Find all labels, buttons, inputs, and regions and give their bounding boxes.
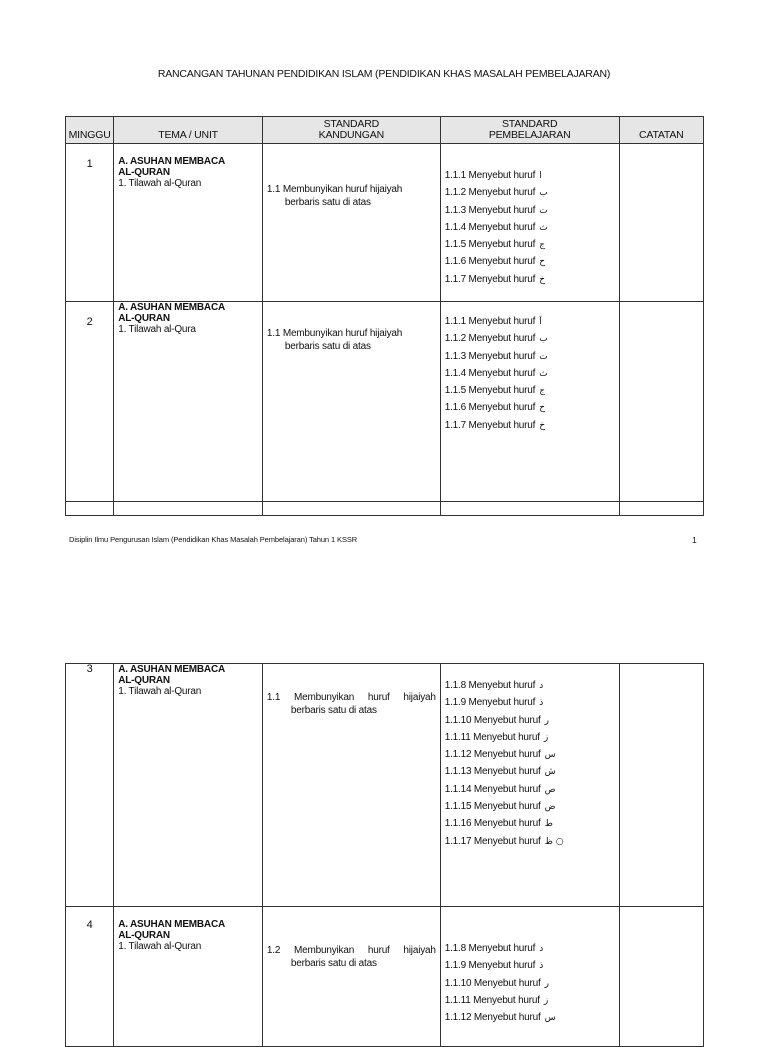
list-item: 1.1.8 Menyebut huruf د bbox=[444, 680, 544, 691]
standard-pembelajaran-cell bbox=[440, 664, 619, 907]
standard-kandungan-cell bbox=[262, 144, 440, 302]
tema-subtitle: 1. Tilawah al-Quran bbox=[118, 686, 202, 697]
list-item: 1.1.1 Menyebut huruf ا bbox=[444, 170, 542, 181]
standard-kandungan-line-1 bbox=[267, 691, 436, 704]
tema-title: A. ASUHAN MEMBACA bbox=[118, 302, 225, 313]
standard-text: Membunyikan huruf hijaiyah bbox=[282, 328, 403, 339]
list-item: 1.1.5 Menyebut huruf ج bbox=[444, 385, 546, 397]
standard-kandungan-line-2: berbaris satu di atas bbox=[284, 197, 371, 208]
standard-word-2: huruf bbox=[367, 945, 390, 956]
list-item: 1.1.9 Menyebut huruf ذ bbox=[444, 960, 544, 972]
tema-cell bbox=[114, 907, 263, 1047]
header-standard-kandungan bbox=[262, 117, 440, 144]
standard-word-3: hijaiyah bbox=[403, 945, 436, 956]
list-item: 1.1.8 Menyebut huruf د bbox=[444, 943, 544, 954]
standard-word-1: Membunyikan bbox=[294, 945, 355, 956]
standard-number: 1.1 bbox=[266, 184, 281, 195]
list-item: 1.1.6 Menyebut huruf ح bbox=[444, 402, 546, 414]
standard-word-2: huruf bbox=[367, 692, 390, 703]
page-footer: Disiplin Ilmu Pengurusan Islam (Pendidikan Khas Masalah Pembelajaran) Tahun 1 KSSR bbox=[69, 535, 358, 544]
header-kandungan-line-1: STANDARD bbox=[323, 118, 380, 130]
header-tema: TEMA / UNIT bbox=[114, 117, 263, 144]
catatan-cell bbox=[619, 144, 703, 302]
header-pembelajaran-line-2: PEMBELAJARAN bbox=[488, 129, 571, 141]
header-catatan: CATATAN bbox=[619, 117, 703, 144]
list-item: 1.1.7 Menyebut huruf خ bbox=[444, 419, 546, 431]
standard-pembelajaran-cell bbox=[440, 302, 619, 502]
catatan-cell bbox=[619, 907, 703, 1047]
list-item: 1.1.10 Menyebut huruf ر bbox=[444, 977, 549, 989]
catatan-cell bbox=[619, 664, 703, 907]
list-item: 1.1.14 Menyebut huruf ص bbox=[444, 783, 556, 795]
list-item: 1.1.15 Menyebut huruf ض bbox=[444, 801, 556, 813]
standard-text: Membunyikan huruf hijaiyah bbox=[282, 184, 403, 195]
standard-kandungan-cell bbox=[262, 907, 440, 1047]
table-row bbox=[66, 144, 704, 302]
yearly-plan-table-page-2 bbox=[65, 663, 704, 1047]
list-item: 1.1.16 Menyebut huruf ط bbox=[444, 818, 553, 830]
table-row-empty bbox=[66, 502, 704, 516]
table-header-row bbox=[66, 117, 704, 144]
header-minggu: MINGGU bbox=[66, 117, 114, 144]
standard-kandungan-cell bbox=[262, 664, 440, 907]
standard-kandungan-cell bbox=[262, 302, 440, 502]
header-pembelajaran-line-1: STANDARD bbox=[501, 118, 558, 130]
tema-cell bbox=[114, 144, 263, 302]
tema-title: A. ASUHAN MEMBACA bbox=[118, 664, 225, 675]
tema-subtitle: 1. Tilawah al-Qura bbox=[118, 324, 196, 335]
standard-kandungan-line-2: berbaris satu di atas bbox=[290, 958, 377, 969]
week-number: 3 bbox=[66, 664, 114, 907]
standard-word-1: Membunyikan bbox=[294, 692, 355, 703]
tema-title-line-2: AL-QURAN bbox=[118, 313, 170, 324]
standard-number: 1.1 bbox=[266, 328, 281, 339]
list-item: 1.1.13 Menyebut huruf ش bbox=[444, 766, 556, 778]
list-item: 1.1.3 Menyebut huruf ت bbox=[444, 350, 548, 362]
list-item: 1.1.3 Menyebut huruf ت bbox=[444, 204, 548, 216]
standard-word-3: hijaiyah bbox=[403, 692, 436, 703]
tema-subtitle: 1. Tilawah al-Quran bbox=[118, 941, 202, 952]
standard-number: 1.1 bbox=[266, 692, 281, 703]
standard-number: 1.2 bbox=[266, 945, 281, 956]
table-row bbox=[66, 907, 704, 1047]
list-item: 1.1.11 Menyebut huruf ز bbox=[444, 731, 549, 743]
list-item: 1.1.12 Menyebut huruf س bbox=[444, 749, 556, 761]
standard-kandungan-line-1 bbox=[267, 327, 436, 340]
header-kandungan-line-2: KANDUNGAN bbox=[318, 129, 384, 141]
list-item: 1.1.2 Menyebut huruf ب bbox=[444, 187, 548, 199]
list-item: 1.1.12 Menyebut huruf س bbox=[444, 1012, 556, 1024]
list-item: 1.1.5 Menyebut huruf ج bbox=[444, 239, 546, 251]
list-item: 1.1.9 Menyebut huruf ذ bbox=[444, 697, 544, 709]
list-item: 1.1.4 Menyebut huruf ث bbox=[444, 221, 548, 233]
tema-cell bbox=[114, 664, 263, 907]
week-number: 2 bbox=[66, 302, 114, 502]
page-number: 1 bbox=[692, 535, 697, 545]
list-item: 1.1.2 Menyebut huruf ب bbox=[444, 333, 548, 345]
standard-pembelajaran-cell bbox=[440, 144, 619, 302]
list-item: 1.1.17 Menyebut huruf ظ ○ bbox=[444, 835, 564, 847]
catatan-cell bbox=[619, 302, 703, 502]
page-title: RANCANGAN TAHUNAN PENDIDIKAN ISLAM (PENDIDIKAN KHAS MASALAH PEMBELAJARAN) bbox=[157, 68, 611, 80]
standard-kandungan-line-2: berbaris satu di atas bbox=[290, 705, 377, 716]
list-item: 1.1.10 Menyebut huruf ر bbox=[444, 714, 549, 726]
list-item: 1.1.4 Menyebut huruf ث bbox=[444, 367, 548, 379]
standard-pembelajaran-cell bbox=[440, 907, 619, 1047]
week-number: 4 bbox=[66, 907, 114, 1047]
tema-title-line-2: AL-QURAN bbox=[118, 167, 170, 178]
header-standard-pembelajaran bbox=[440, 117, 619, 144]
list-item: 1.1.11 Menyebut huruf ز bbox=[444, 994, 549, 1006]
table-row bbox=[66, 664, 704, 907]
list-item: 1.1.1 Menyebut huruf اَ bbox=[444, 316, 542, 327]
tema-title-line-2: AL-QURAN bbox=[118, 930, 170, 941]
tema-subtitle: 1. Tilawah al-Quran bbox=[118, 178, 202, 189]
list-item: 1.1.6 Menyebut huruf ح bbox=[444, 256, 546, 268]
table-row bbox=[66, 302, 704, 502]
week-number: 1 bbox=[66, 144, 114, 302]
standard-kandungan-line-1 bbox=[267, 183, 436, 196]
tema-cell bbox=[114, 302, 263, 502]
tema-title: A. ASUHAN MEMBACA bbox=[118, 156, 225, 167]
tema-title-line-2: AL-QURAN bbox=[118, 675, 170, 686]
standard-kandungan-line-1 bbox=[267, 944, 436, 957]
yearly-plan-table-page-1 bbox=[65, 116, 704, 516]
list-item: 1.1.7 Menyebut huruf خ bbox=[444, 273, 546, 285]
standard-kandungan-line-2: berbaris satu di atas bbox=[284, 341, 371, 352]
tema-title: A. ASUHAN MEMBACA bbox=[118, 919, 225, 930]
